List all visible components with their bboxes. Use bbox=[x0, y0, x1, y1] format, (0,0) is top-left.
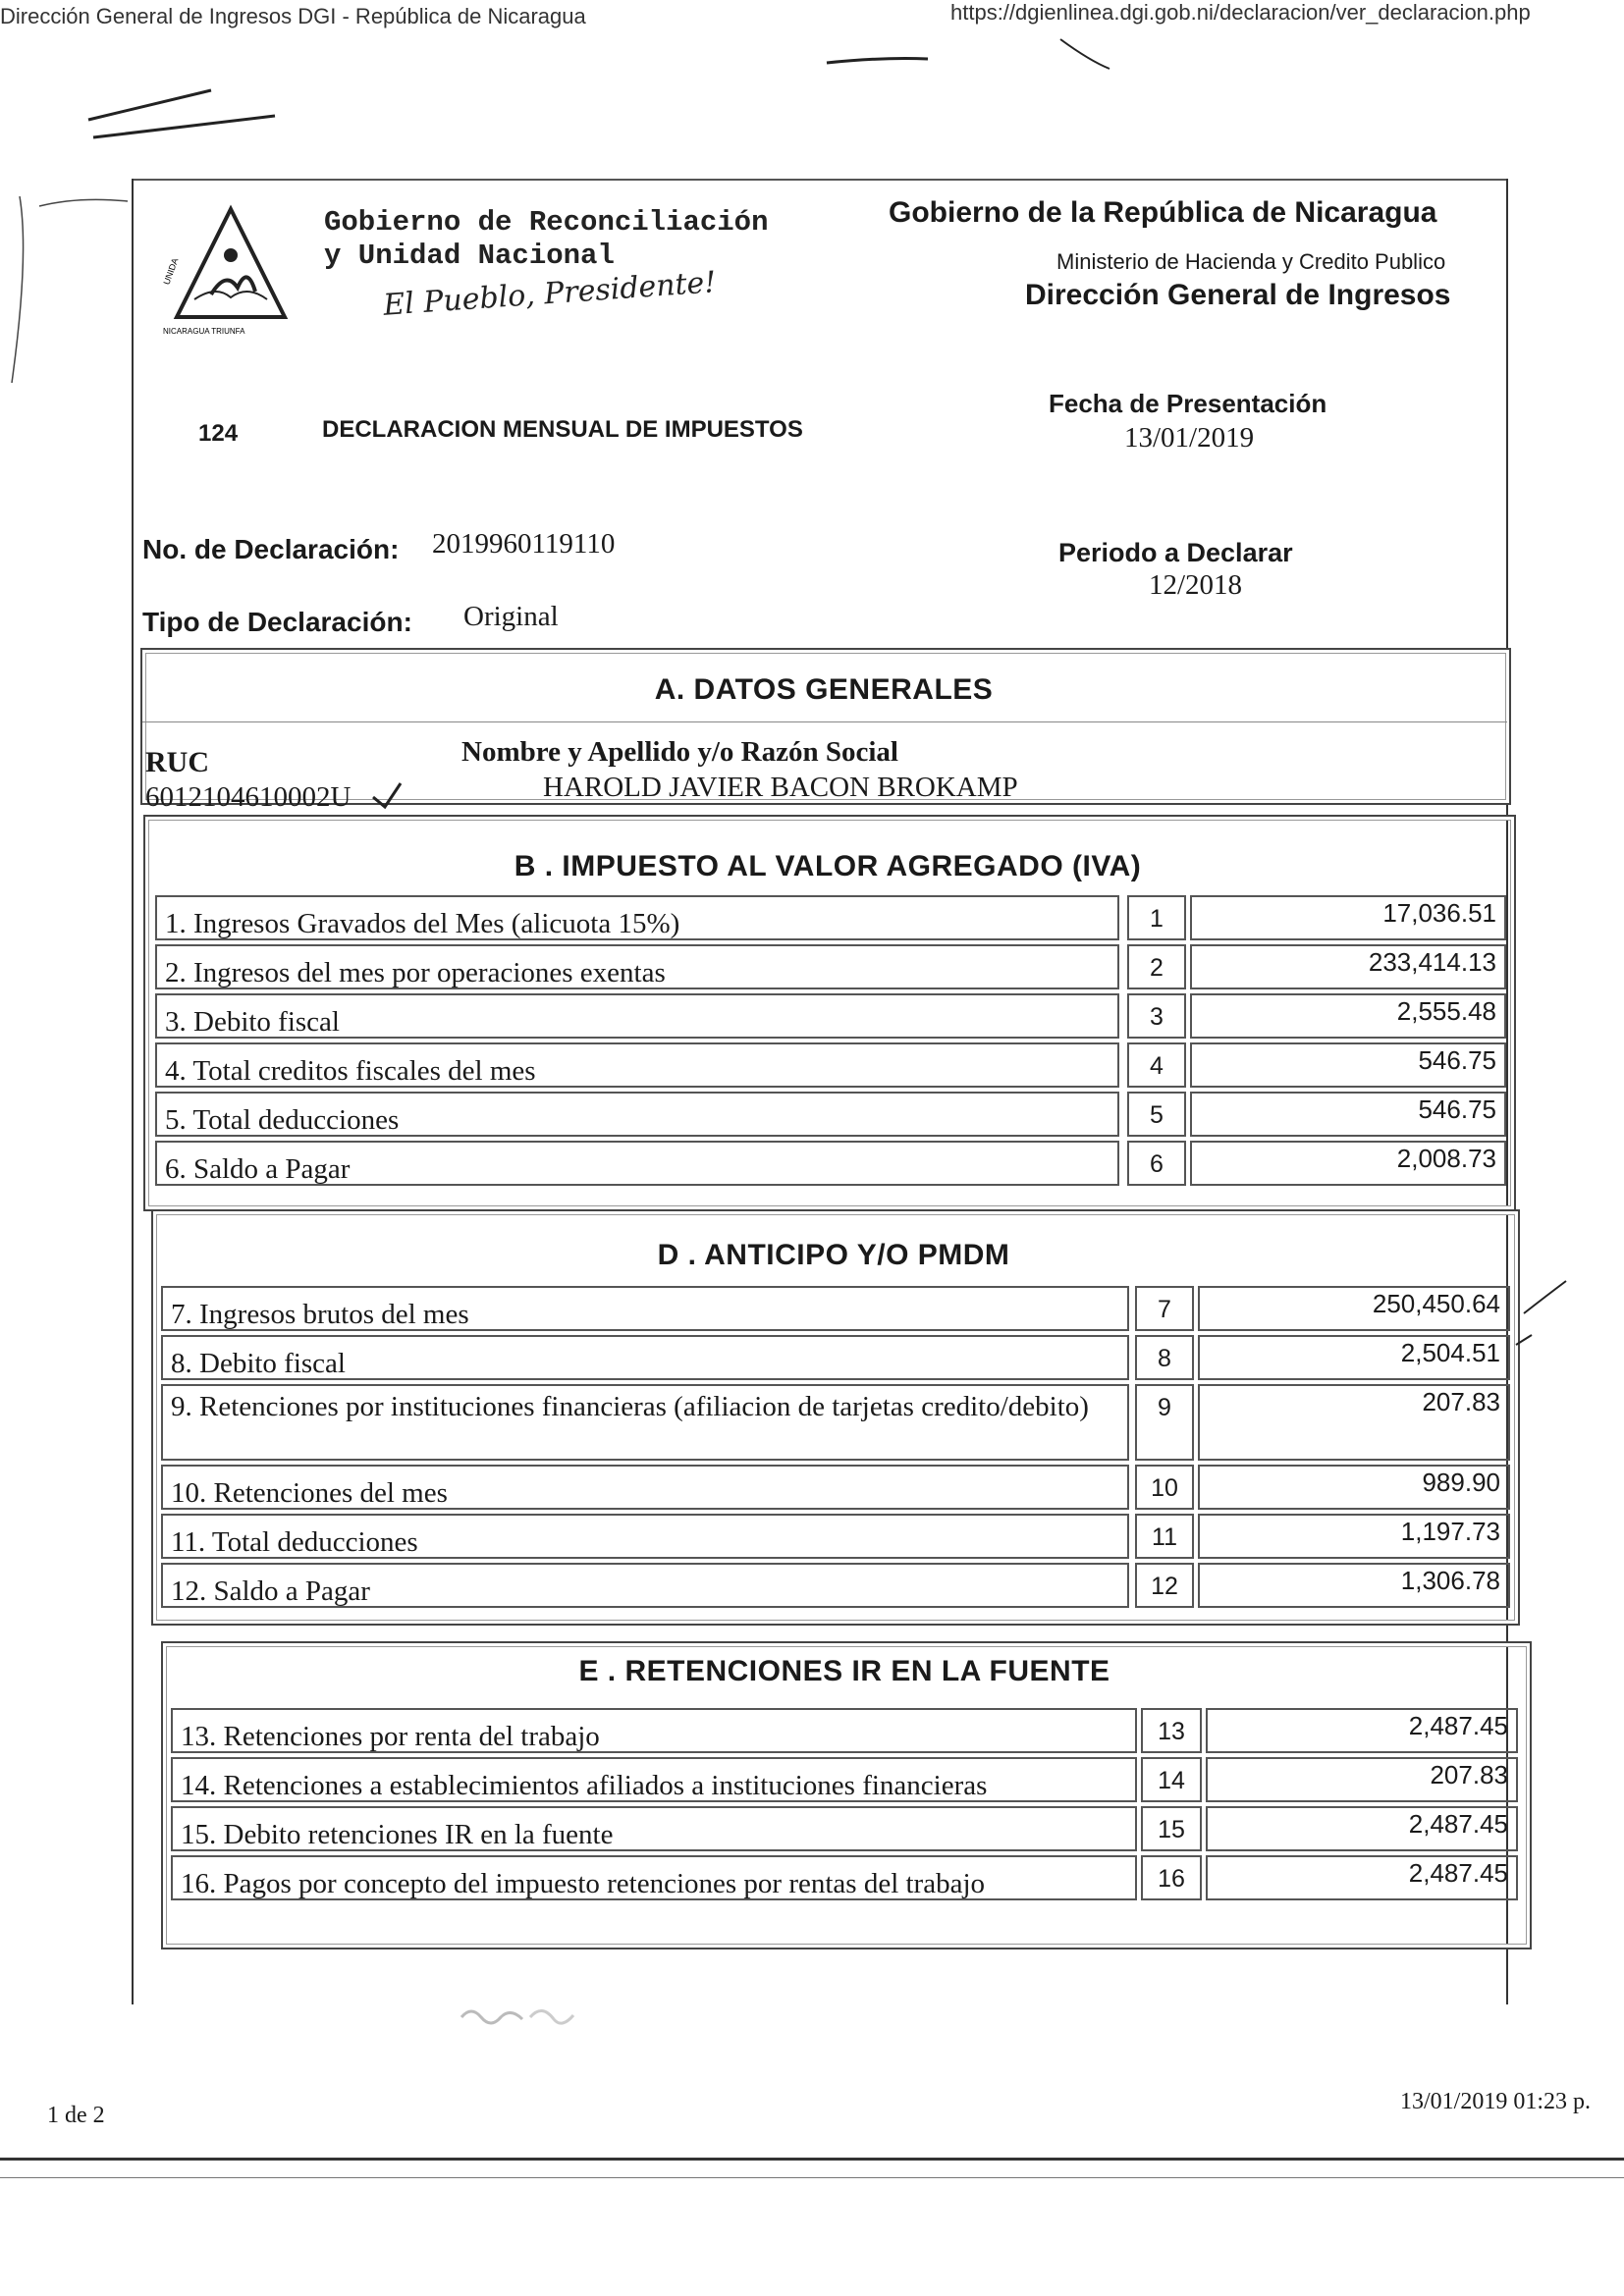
line-item-number: 7 bbox=[1135, 1286, 1194, 1331]
anticipo-title: D . ANTICIPO Y/O PMDM bbox=[657, 1239, 1010, 1271]
periodo-label: Periodo a Declarar bbox=[1058, 538, 1293, 567]
line-item-number: 2 bbox=[1127, 944, 1186, 989]
line-item-value: 17,036.51 bbox=[1190, 895, 1506, 940]
retenciones-title: E . RETENCIONES IR EN LA FUENTE bbox=[578, 1655, 1110, 1687]
declaracion-label: No. de Declaración: bbox=[142, 534, 400, 564]
browser-page-title: Dirección General de Ingresos DGI - República de Nicaragua bbox=[0, 4, 586, 28]
line-item-label: 10. Retenciones del mes bbox=[161, 1465, 1129, 1510]
slogan-handwritten: El Pueblo, Presidente! bbox=[382, 265, 718, 323]
ruc-value: 6012104610002U bbox=[145, 781, 352, 813]
iva-title: B . IMPUESTO AL VALOR AGREGADO (IVA) bbox=[514, 850, 1142, 882]
line-item-number: 10 bbox=[1135, 1465, 1194, 1510]
line-item-label: 7. Ingresos brutos del mes bbox=[161, 1286, 1129, 1331]
footer-rule-2 bbox=[0, 2177, 1624, 2178]
line-item-value: 2,487.45 bbox=[1206, 1855, 1518, 1900]
line-item-value: 2,008.73 bbox=[1190, 1141, 1506, 1186]
fecha-value: 13/01/2019 bbox=[1124, 422, 1255, 454]
datos-generales-title: A. DATOS GENERALES bbox=[654, 673, 994, 706]
line-item-number: 1 bbox=[1127, 895, 1186, 940]
line-item-label: 2. Ingresos del mes por operaciones exentas bbox=[155, 944, 1119, 989]
line-item-value: 2,555.48 bbox=[1190, 993, 1506, 1039]
line-item-value: 250,450.64 bbox=[1198, 1286, 1510, 1331]
frame-top-line bbox=[132, 179, 1506, 181]
tipo-label: Tipo de Declaración: bbox=[142, 607, 412, 637]
nombre-value: HAROLD JAVIER BACON BROKAMP bbox=[543, 772, 1018, 803]
line-item-value: 233,414.13 bbox=[1190, 944, 1506, 989]
ruc-label: RUC bbox=[145, 746, 209, 778]
gov-left-line2: y Unidad Nacional bbox=[324, 240, 615, 272]
line-item-value: 989.90 bbox=[1198, 1465, 1510, 1510]
dgi-heading: Dirección General de Ingresos bbox=[1025, 279, 1451, 311]
line-item-value: 2,487.45 bbox=[1206, 1806, 1518, 1851]
pen-stroke bbox=[1524, 1281, 1566, 1313]
logo-text-left: UNIDA bbox=[161, 256, 181, 287]
line-item-label: 14. Retenciones a establecimientos afiliados a instituciones financieras bbox=[171, 1757, 1137, 1802]
line-item-number: 3 bbox=[1127, 993, 1186, 1039]
line-item-value: 546.75 bbox=[1190, 1042, 1506, 1088]
ministerio-label: Ministerio de Hacienda y Credito Publico bbox=[1056, 249, 1446, 274]
gov-right-heading: Gobierno de la República de Nicaragua bbox=[889, 196, 1437, 229]
line-item-value: 2,487.45 bbox=[1206, 1708, 1518, 1753]
line-item-label: 12. Saldo a Pagar bbox=[161, 1563, 1129, 1608]
fecha-label: Fecha de Presentación bbox=[1049, 389, 1327, 418]
line-item-value: 207.83 bbox=[1198, 1384, 1510, 1461]
pen-stroke bbox=[12, 196, 24, 383]
line-item-value: 207.83 bbox=[1206, 1757, 1518, 1802]
pen-stroke bbox=[39, 199, 128, 206]
print-timestamp: 13/01/2019 01:23 p. bbox=[1400, 2089, 1592, 2114]
line-item-number: 5 bbox=[1127, 1092, 1186, 1137]
faint-signature bbox=[530, 2010, 573, 2023]
line-item-value: 1,306.78 bbox=[1198, 1563, 1510, 1608]
line-item-value: 1,197.73 bbox=[1198, 1514, 1510, 1559]
line-item-label: 11. Total deducciones bbox=[161, 1514, 1129, 1559]
gov-left-line1: Gobierno de Reconciliación bbox=[324, 206, 769, 239]
logo-text-bottom: NICARAGUA TRIUNFA bbox=[163, 327, 245, 336]
line-item-value: 2,504.51 bbox=[1198, 1335, 1510, 1380]
form-number: 124 bbox=[198, 420, 239, 447]
line-item-value: 546.75 bbox=[1190, 1092, 1506, 1137]
tipo-value: Original bbox=[463, 601, 559, 632]
faint-signature bbox=[461, 2011, 522, 2023]
periodo-value: 12/2018 bbox=[1149, 569, 1243, 601]
line-item-number: 13 bbox=[1141, 1708, 1202, 1753]
line-item-number: 15 bbox=[1141, 1806, 1202, 1851]
frame-left-line bbox=[132, 179, 134, 2004]
line-item-label: 8. Debito fiscal bbox=[161, 1335, 1129, 1380]
datos-divider bbox=[142, 721, 1507, 722]
page-indicator: 1 de 2 bbox=[47, 2103, 105, 2128]
declaracion-value: 2019960119110 bbox=[432, 528, 616, 560]
line-item-label: 15. Debito retenciones IR en la fuente bbox=[171, 1806, 1137, 1851]
form-title: DECLARACION MENSUAL DE IMPUESTOS bbox=[322, 416, 803, 443]
line-item-label: 3. Debito fiscal bbox=[155, 993, 1119, 1039]
line-item-label: 5. Total deducciones bbox=[155, 1092, 1119, 1137]
fsln-logo-icon bbox=[157, 201, 304, 339]
line-item-number: 12 bbox=[1135, 1563, 1194, 1608]
gov-left-heading bbox=[324, 206, 768, 273]
line-item-label: 9. Retenciones por instituciones financieras (afiliacion de tarjetas credito/debito) bbox=[161, 1384, 1129, 1461]
line-item-number: 16 bbox=[1141, 1855, 1202, 1900]
line-item-label: 4. Total creditos fiscales del mes bbox=[155, 1042, 1119, 1088]
line-item-label: 13. Retenciones por renta del trabajo bbox=[171, 1708, 1137, 1753]
pen-stroke bbox=[1060, 39, 1110, 69]
line-item-label: 16. Pagos por concepto del impuesto retenciones por rentas del trabajo bbox=[171, 1855, 1137, 1900]
line-item-number: 14 bbox=[1141, 1757, 1202, 1802]
line-item-label: 1. Ingresos Gravados del Mes (alicuota 15%) bbox=[155, 895, 1119, 940]
line-item-number: 8 bbox=[1135, 1335, 1194, 1380]
nombre-label: Nombre y Apellido y/o Razón Social bbox=[461, 736, 898, 768]
pen-stroke bbox=[93, 116, 275, 137]
line-item-label: 6. Saldo a Pagar bbox=[155, 1141, 1119, 1186]
line-item-number: 11 bbox=[1135, 1514, 1194, 1559]
pen-stroke bbox=[88, 90, 211, 120]
line-item-number: 4 bbox=[1127, 1042, 1186, 1088]
browser-url: https://dgienlinea.dgi.gob.ni/declaracion/ver_declaracion.php bbox=[950, 0, 1531, 25]
footer-rule bbox=[0, 2158, 1624, 2161]
line-item-number: 9 bbox=[1135, 1384, 1194, 1461]
pen-stroke bbox=[827, 59, 928, 64]
line-item-number: 6 bbox=[1127, 1141, 1186, 1186]
